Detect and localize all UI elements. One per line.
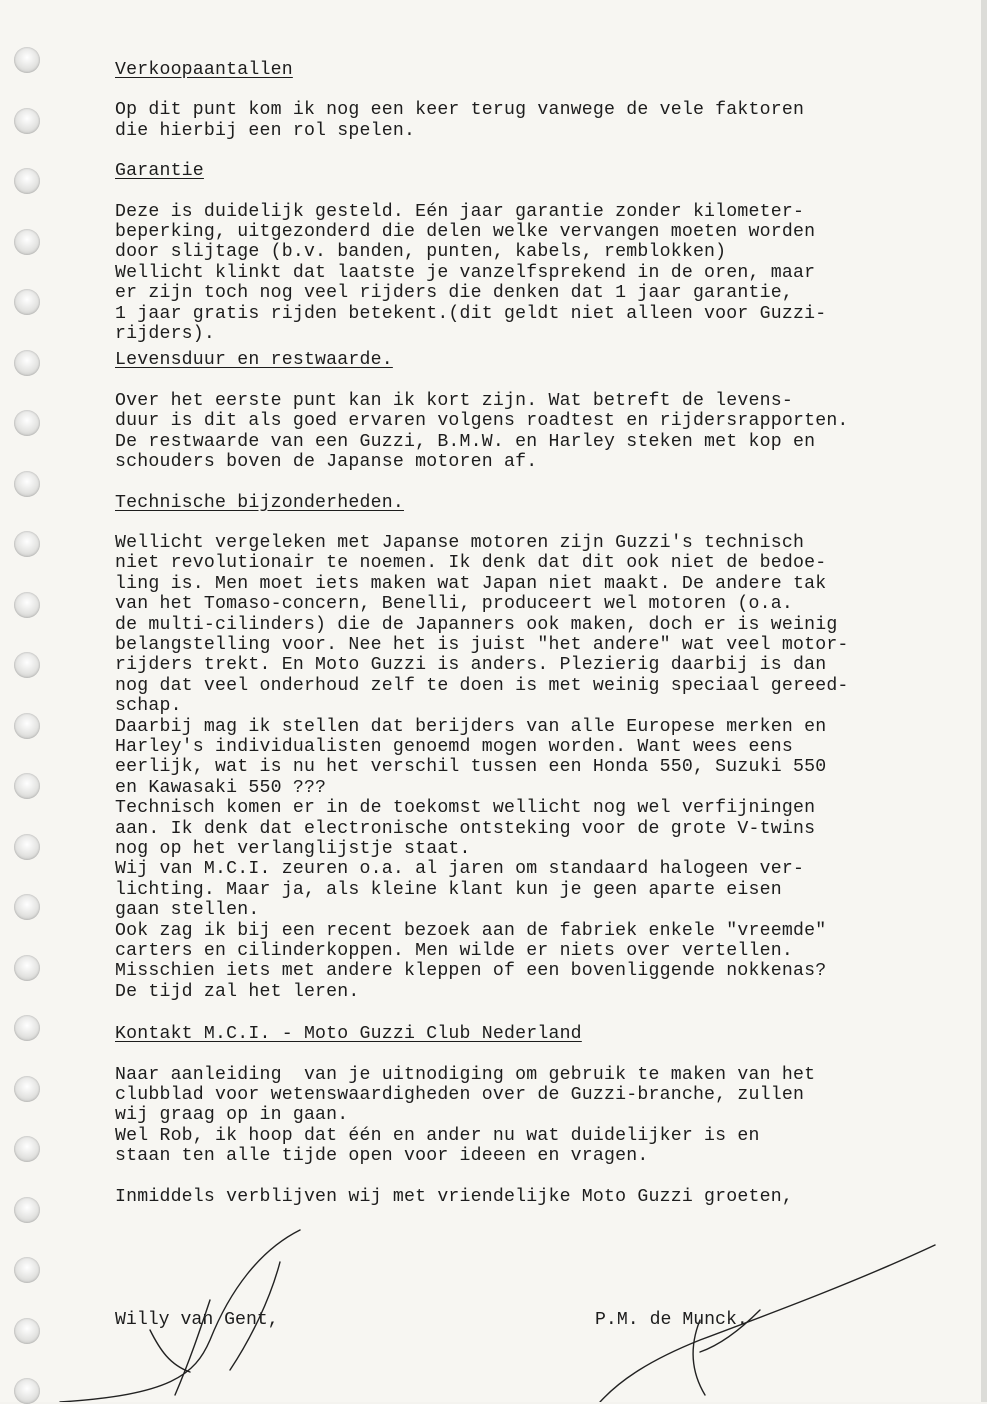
signature-stroke-left xyxy=(230,1262,280,1370)
signature-stroke-right xyxy=(700,1310,760,1352)
section-body: Deze is duidelijk gesteld. Eén jaar garantie zonder kilometer- beperking, uitgezonderd die delen welke vervangen moeten worden door slijtage (b.v. banden, punten, kabels, remblokken) Wellicht klinkt dat laatste je vanzelfsprekend in de oren, maar er zijn toch nog veel rijders die denken dat 1 jaar garantie, 1 jaar gratis rijden betekent.(dit geldt niet alleen voor Guzzi- rijders). xyxy=(115,201,827,345)
signature-stroke-left xyxy=(60,1230,300,1402)
signature-stroke-left xyxy=(175,1300,210,1395)
section-body: Naar aanleiding van je uitnodiging om gebruik te maken van het clubblad voor wetenswaardigheden over de Guzzi-branche, zullen wij graag op in gaan. Wel Rob, ik hoop dat één en ander nu wat duidelijker is en staan ten alle tijde open voor ideeen en vragen. xyxy=(115,1064,816,1167)
signature-stroke-right xyxy=(693,1320,705,1395)
section-body: Op dit punt kom ik nog een keer terug vanwege de vele faktoren die hierbij een rol spelen. xyxy=(115,100,805,141)
section-body: Over het eerste punt kan ik kort zijn. Wat betreft de levens- duur is dit als goed ervaren volgens roadtest en rijdersrapporten. De restwaarde van een Guzzi, B.M.W. en Harley steken met kop en schouders boven de Japanse motoren af. xyxy=(115,390,849,473)
signature-stroke-right xyxy=(600,1245,935,1402)
signature-name-left: Willy van Gent, xyxy=(115,1310,279,1330)
section-body: Wellicht vergeleken met Japanse motoren zijn Guzzi's technisch niet revolutionair te noemen. Ik denk dat dit ook niet de bedoe- ling is. Men moet iets maken wat Japan niet maakt. De andere tak van het Tomaso-concern, Benelli, produceert wel motoren (o.a. de multi-cilinders) die de Japanners ook maken, doch er is weinig belangstelling voor. Nee het is juist "het andere" wat veel motor- rijders trekt. En Moto Guzzi is anders. Plezierig daarbij is dan nog dat veel onderhoud zelf te doen is met weinig speciaal gereed- schap. Daarbij mag ik stellen dat berijders van alle Europese merken en Harley's individualisten genoemd mogen worden. Want wees eens eerlijk, wat is nu het verschil tussen een Honda 550, Suzuki 550 en Kawasaki 550 ??? Technisch komen er in de toekomst wellicht nog wel verfijningen aan. Ik denk dat electronische ontsteking voor de grote V-twins nog op het verlanglijstje staat. Wij van M.C.I. zeuren o.a. al jaren om standaard halogeen ver- lichting. Maar ja, als kleine klant kun je geen aparte eisen gaan stellen. Ook zag ik bij een recent bezoek aan de fabriek enkele "vreemde" carters en cilinderkoppen. Men wilde er niets over vertellen. Misschien iets met andere kleppen of een bovenliggende nokkenas? De tijd zal het leren. xyxy=(115,532,849,1002)
section-heading: Kontakt M.C.I. - Moto Guzzi Club Nederland xyxy=(115,1024,582,1045)
section-heading: Garantie xyxy=(115,161,204,182)
signature-stroke-left xyxy=(150,1330,190,1372)
section-heading: Verkoopaantallen xyxy=(115,60,293,80)
closing-line: Inmiddels verblijven wij met vriendelijke Moto Guzzi groeten, xyxy=(115,1186,793,1207)
section-heading: Technische bijzonderheden. xyxy=(115,492,404,513)
signature-name-right: P.M. de Munck. xyxy=(595,1310,748,1330)
section-heading: Levensduur en restwaarde. xyxy=(115,350,393,371)
